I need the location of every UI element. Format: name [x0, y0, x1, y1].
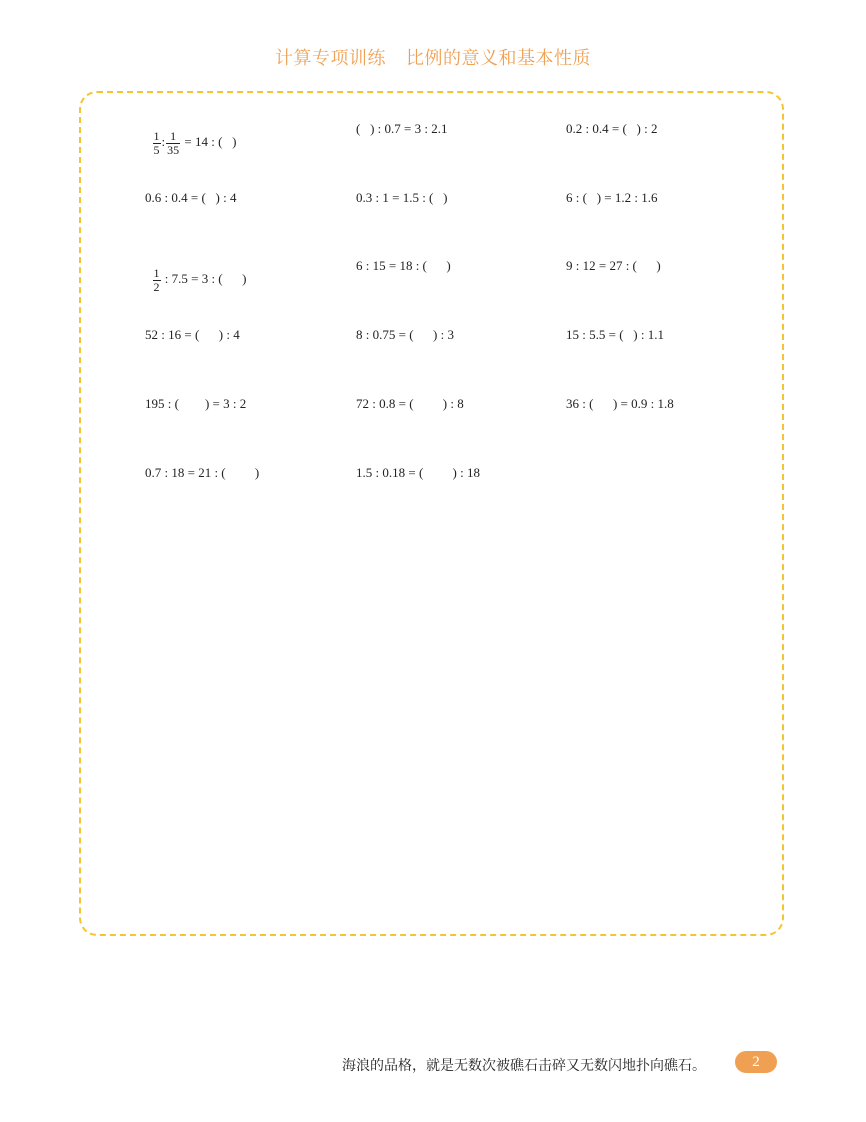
fraction-one-thirty-fifth: $\frac{1}{35}$ [167, 129, 180, 157]
problem-5: 0.3 : 1 = 1.5 : ( ) [356, 190, 448, 205]
fraction-one-half: $\frac{1}{2}$ [153, 266, 160, 294]
fraction-one-fifth: $\frac{1}{5}$ [153, 129, 160, 157]
problem-12: 15 : 5.5 = ( ) : 1.1 [566, 327, 664, 342]
problem-6: 6 : ( ) = 1.2 : 1.6 [566, 190, 658, 205]
page-title [0, 44, 866, 70]
footer-quote: 海浪的品格，就是无数次被礁石击碎又无数闪地扑向礁石。 [342, 1058, 706, 1074]
problem-1: $\frac{1}{5}$ : $\frac{1}{35}$ = 14 : ( ) [153, 129, 237, 157]
problem-15: 36 : ( ) = 0.9 : 1.8 [566, 396, 674, 411]
problem-3: 0.2 : 0.4 = ( ) : 2 [566, 121, 658, 136]
problem-10: 52 : 16 = ( ) : 4 [145, 327, 240, 342]
problem-13: 195 : ( ) = 3 : 2 [145, 396, 247, 411]
exercise-frame [79, 91, 784, 936]
problem-4: 0.6 : 0.4 = ( ) : 4 [145, 190, 237, 205]
problem-16: 0.7 : 18 = 21 : ( ) [145, 465, 260, 480]
problem-11: 8 : 0.75 = ( ) : 3 [356, 327, 454, 342]
problem-2: ( ) : 0.7 = 3 : 2.1 [356, 121, 448, 136]
problem-8: 6 : 15 = 18 : ( ) [356, 258, 451, 273]
problem-9: 9 : 12 = 27 : ( ) [566, 258, 661, 273]
page-title-series: 计算专项训练 [275, 48, 386, 69]
page-title-topic: 比例的意义和基本性质 [406, 48, 591, 69]
problem-17: 1.5 : 0.18 = ( ) : 18 [356, 465, 480, 480]
problem-7: $\frac{1}{2}$ : 7.5 = 3 : ( ) [153, 266, 247, 294]
page-number-badge: 2 [735, 1051, 777, 1073]
problem-14: 72 : 0.8 = ( ) : 8 [356, 396, 464, 411]
